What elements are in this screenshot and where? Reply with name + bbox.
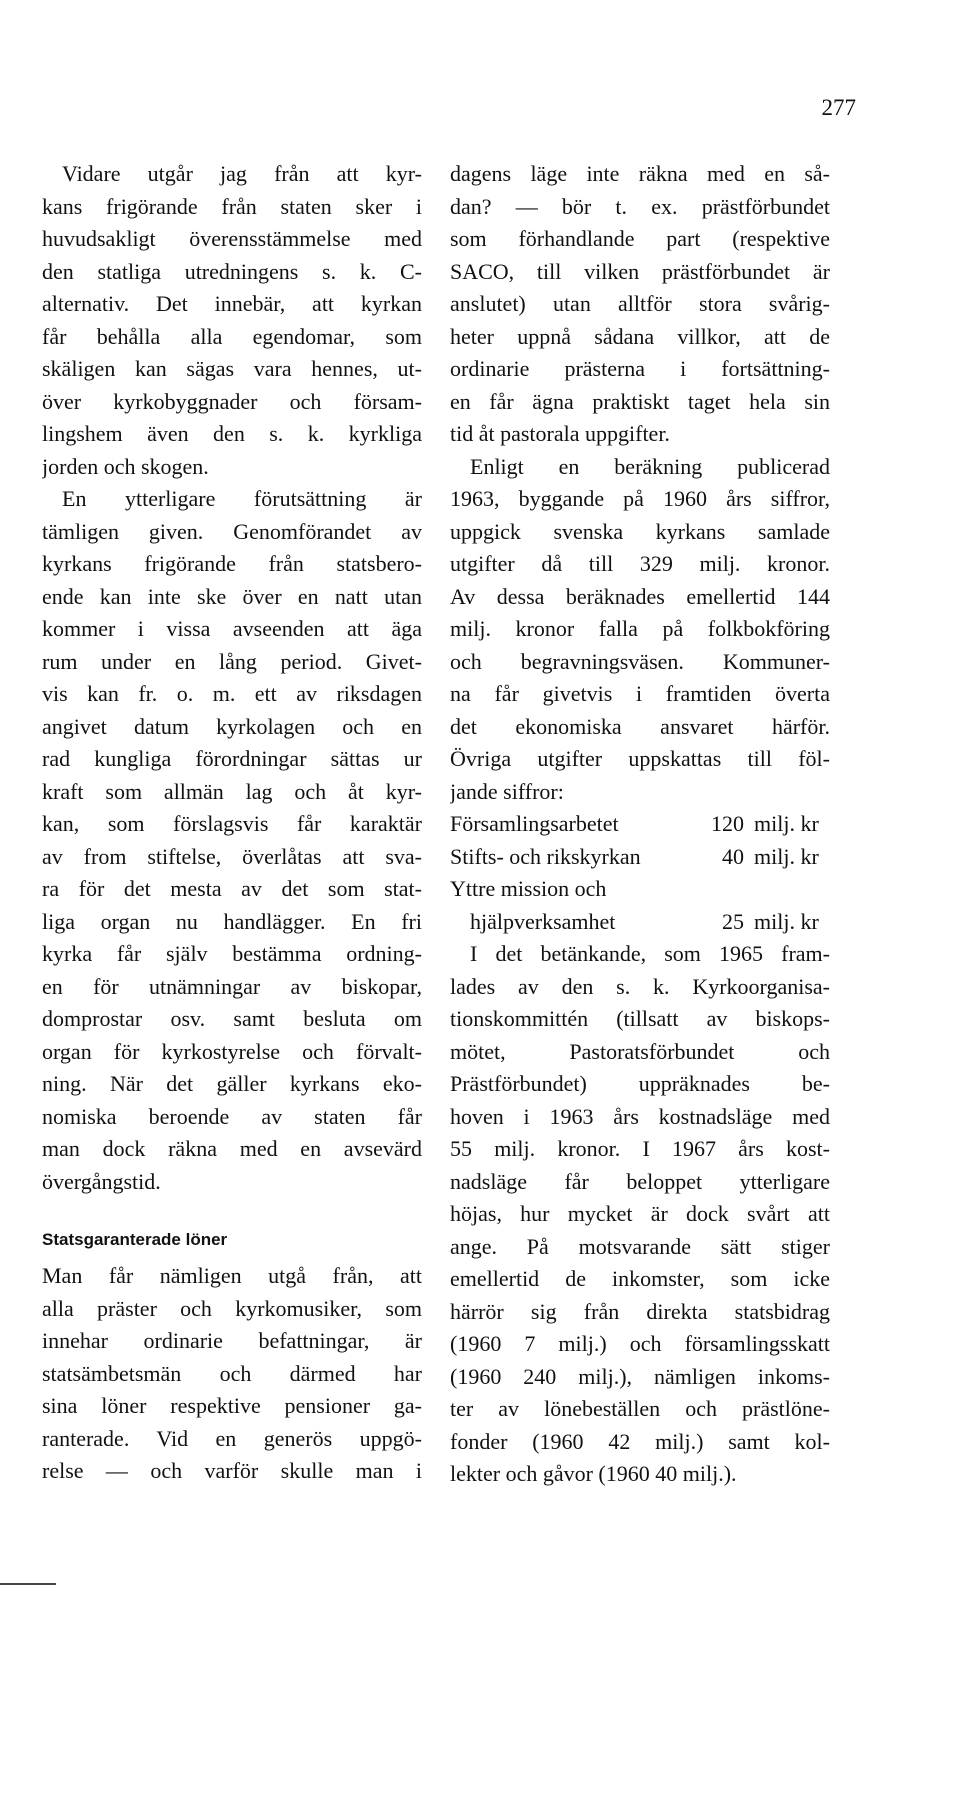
text-line: lingshem även den s. k. kyrkliga [42, 421, 422, 446]
text-line: 1963, byggande på 1960 års siffror, [450, 486, 830, 511]
table-row-label: Stifts- och rikskyrkan [450, 843, 641, 869]
text-line: uppgick svenska kyrkans samlade [450, 518, 830, 544]
text-line: kyrka får själv bestämma ordning- [42, 941, 422, 966]
text-line: tionskommittén (tillsatt av biskops- [450, 1006, 830, 1031]
text-line: 55 milj. kronor. I 1967 års kost- [450, 1136, 830, 1161]
right-column [450, 158, 830, 1491]
expense-table [450, 808, 830, 938]
paragraph [42, 1260, 422, 1488]
left-column [42, 158, 422, 1488]
text-line: (1960 240 milj.), nämligen inkoms- [450, 1363, 830, 1389]
text-line: som förhandlande part (respektive [450, 226, 830, 251]
text-line: rum under en lång period. Givet- [42, 648, 422, 674]
table-row [450, 873, 830, 906]
text-line: emellertid de inkomster, som icke [450, 1266, 830, 1291]
text-line: kraft som allmän lag och åt kyr- [42, 778, 422, 804]
text-line: relse — och varför skulle man i [42, 1458, 422, 1483]
text-line: härrör sig från direkta statsbidrag [450, 1298, 830, 1324]
text-line: tämligen given. Genomförandet av [42, 518, 422, 544]
text-line: ra för det mesta av det som stat- [42, 876, 422, 901]
paragraph [42, 483, 422, 1198]
text-line: En ytterligare förutsättning är [62, 486, 422, 511]
text-line: får behålla alla egendomar, som [42, 323, 422, 349]
text-line: alla präster och kyrkomusiker, som [42, 1295, 422, 1321]
text-line: Av dessa beräknades emellertid 144 [450, 583, 830, 609]
text-line: av from stiftelse, överlåtas att sva- [42, 843, 422, 869]
text-line: jande siffror: [450, 778, 564, 804]
table-row-label: hjälpverksamhet [470, 908, 616, 934]
paragraph [42, 158, 422, 483]
paragraph [450, 938, 830, 1491]
text-line: anslutet) utan alltför stora svårig- [450, 291, 830, 316]
table-row [450, 808, 830, 841]
text-line: över kyrkobyggnader och försam- [42, 388, 422, 414]
text-line: alternativ. Det innebär, att kyrkan [42, 291, 422, 316]
text-line: dan? — bör t. ex. prästförbundet [450, 193, 830, 219]
text-line: nadsläge får beloppet ytterligare [450, 1168, 830, 1194]
text-line: ning. När det gäller kyrkans eko- [42, 1071, 422, 1096]
text-line: det ekonomiska ansvaret härför. [450, 713, 830, 739]
text-line: dagens läge inte räkna med en så- [450, 161, 830, 186]
text-line: SACO, till vilken prästförbundet är [450, 258, 830, 284]
text-line: Vidare utgår jag från att kyr- [62, 161, 422, 186]
text-line: ter av lönebeställen och prästlöne- [450, 1396, 830, 1421]
footer-rule [0, 1583, 56, 1585]
table-row [450, 906, 830, 939]
text-line: jorden och skogen. [42, 453, 209, 479]
text-line: nomiska beroende av staten får [42, 1103, 422, 1129]
page-number: 277 [821, 95, 856, 120]
text-line: kommer i vissa avseenden att äga [42, 616, 422, 641]
text-line: na får givetvis i framtiden överta [450, 681, 830, 706]
text-line: lades av den s. k. Kyrkoorganisa- [450, 973, 830, 999]
text-line: ordinarie prästerna i fortsättning- [450, 356, 830, 381]
text-line: en för utnämningar av biskopar, [42, 973, 422, 999]
text-line: övergångstid. [42, 1168, 161, 1194]
paragraph [450, 451, 830, 809]
text-line: organ för kyrkostyrelse och förvalt- [42, 1038, 422, 1064]
text-line: angivet datum kyrkolagen och en [42, 713, 422, 739]
text-line: utgifter då till 329 milj. kronor. [450, 551, 830, 576]
table-row-amount: 40 [722, 843, 744, 869]
text-line: kan, som förslagsvis får karaktär [42, 811, 422, 836]
text-line: Prästförbundet) uppräknades be- [450, 1071, 830, 1096]
text-line: Man får nämligen utgå från, att [42, 1263, 422, 1288]
table-row-unit: milj. kr [754, 843, 819, 869]
table-row-unit: milj. kr [754, 811, 819, 836]
table-row-unit: milj. kr [754, 908, 819, 934]
text-line: en får ägna praktiskt taget hela sin [450, 388, 830, 414]
section-heading: Statsgaranterade löner [42, 1230, 228, 1249]
text-line: och begravningsväsen. Kommuner- [450, 648, 830, 674]
text-line: kans frigörande från staten sker i [42, 193, 422, 219]
text-line: hoven i 1963 års kostnadsläge med [450, 1103, 830, 1129]
text-line: Övriga utgifter uppskattas till föl- [450, 746, 830, 771]
text-line: statsämbetsmän och därmed har [42, 1360, 422, 1386]
text-line: mötet, Pastoratsförbundet och [450, 1038, 830, 1064]
table-row-amount: 25 [722, 908, 744, 934]
text-line: ranterade. Vid en generös uppgö- [42, 1425, 422, 1451]
text-line: skäligen kan sägas vara hennes, ut- [42, 356, 422, 381]
text-line: lekter och gåvor (1960 40 milj.). [450, 1461, 737, 1486]
table-row-amount: 120 [711, 811, 744, 836]
text-line: höjas, hur mycket är dock svårt att [450, 1201, 830, 1226]
text-line: heter uppnå sådana villkor, att de [450, 323, 830, 349]
table-row-label: Församlingsarbetet [450, 811, 619, 836]
text-line: tid åt pastorala uppgifter. [450, 421, 670, 446]
text-line: milj. kronor falla på folkbokföring [450, 616, 830, 641]
text-line: vis kan fr. o. m. ett av riksdagen [42, 681, 422, 706]
text-line: kyrkans frigörande från statsbero- [42, 551, 422, 576]
table-row [450, 841, 830, 874]
text-line: fonder (1960 42 milj.) samt kol- [450, 1428, 830, 1454]
text-line: I det betänkande, som 1965 fram- [470, 941, 830, 966]
text-line: innehar ordinarie befattningar, är [42, 1328, 422, 1353]
text-line: huvudsakligt överensstämmelse med [42, 226, 422, 251]
text-line: ende kan inte ske över en natt utan [42, 583, 422, 609]
text-line: den statliga utredningens s. k. C- [42, 258, 422, 284]
text-line: rad kungliga förordningar sättas ur [42, 746, 422, 771]
text-line: sina löner respektive pensioner ga- [42, 1393, 422, 1418]
text-line: domprostar osv. samt besluta om [42, 1006, 422, 1031]
text-line: liga organ nu handlägger. En fri [42, 908, 422, 934]
text-line: man dock räkna med en avsevärd [42, 1136, 422, 1161]
text-line: ange. På motsvarande sätt stiger [450, 1233, 830, 1259]
table-row-label: Yttre mission och [450, 876, 607, 901]
text-line: Enligt en beräkning publicerad [470, 453, 830, 479]
text-line: (1960 7 milj.) och församlingsskatt [450, 1331, 830, 1356]
paragraph [450, 158, 830, 451]
